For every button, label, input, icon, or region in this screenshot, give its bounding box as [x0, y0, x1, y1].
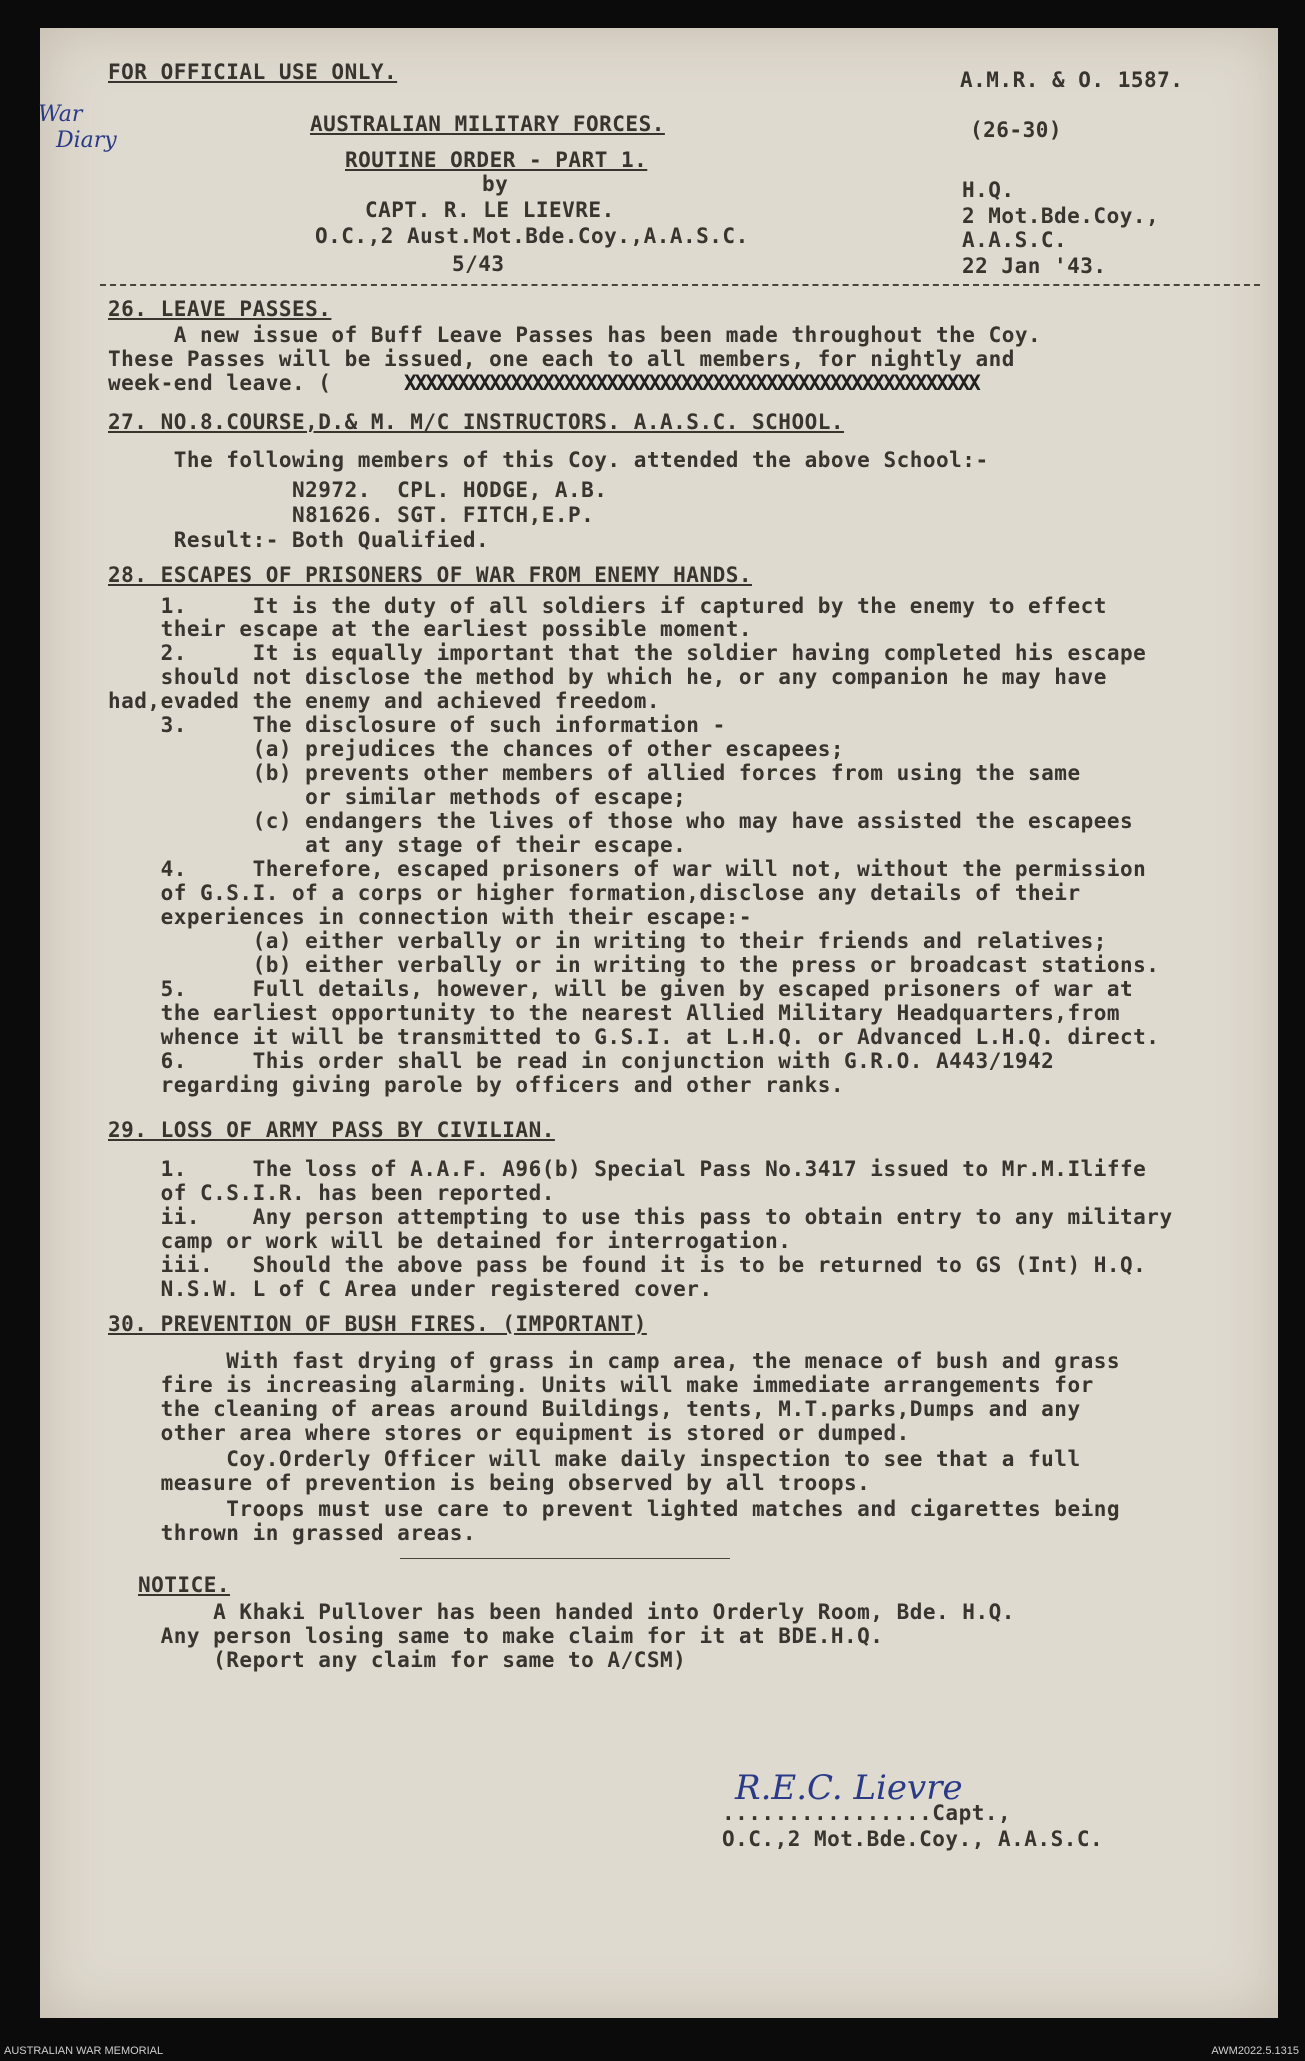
- hq-date: 22 Jan '43.: [962, 254, 1107, 278]
- classification-label: FOR OFFICIAL USE ONLY.: [108, 60, 398, 84]
- notice-line: A Khaki Pullover has been handed into Orderly Room, Bde. H.Q.: [108, 1600, 1015, 1624]
- section-26-line: week-end leave. (: [108, 371, 332, 395]
- handwritten-note-line2: Diary: [56, 128, 117, 153]
- footer-accession: AWM2022.5.1315: [1211, 2045, 1299, 2057]
- section-29-line: N.S.W. L of C Area under registered cover.: [108, 1277, 713, 1301]
- section-28-line: 6. This order shall be read in conjunction with G.R.O. A443/1942: [108, 1049, 1055, 1073]
- notice-heading: NOTICE.: [138, 1573, 231, 1597]
- section-26-strikeout: XXXXXXXXXXXXXXXXXXXXXXXXXXXXXXXXXXXXXXXXXXXXXXXXXXXXXX: [404, 371, 979, 395]
- section-29-line: of C.S.I.R. has been reported.: [108, 1181, 555, 1205]
- section-28-line: (a) prejudices the chances of other escapees;: [108, 737, 845, 761]
- notice-line: Any person losing same to make claim for it at BDE.H.Q.: [108, 1624, 884, 1648]
- hq-line-3: A.A.S.C.: [962, 228, 1068, 252]
- section-28-line: their escape at the earliest possible moment.: [108, 617, 753, 641]
- section-28-line: of G.S.I. of a corps or higher formation,disclose any details of their: [108, 881, 1081, 905]
- section-29-line: iii. Should the above pass be found it is to be returned to GS (Int) H.Q.: [108, 1253, 1147, 1277]
- handwritten-note-line1: War: [38, 102, 83, 127]
- by-label: by: [482, 172, 509, 196]
- section-30-line: Troops must use care to prevent lighted matches and cigarettes being: [108, 1497, 1121, 1521]
- reference-range: (26-30): [970, 118, 1063, 142]
- section-28-line: (b) either verbally or in writing to the press or broadcast stations.: [108, 953, 1160, 977]
- officer-name: CAPT. R. LE LIEVRE.: [365, 198, 615, 222]
- officer-title: O.C.,2 Aust.Mot.Bde.Coy.,A.A.S.C.: [315, 224, 749, 248]
- section-27-line: N81626. SGT. FITCH,E.P.: [108, 503, 595, 527]
- section-27-line: N2972. CPL. HODGE, A.B.: [108, 478, 608, 502]
- header-divider: [100, 284, 1260, 286]
- section-26-line: A new issue of Buff Leave Passes has been made throughout the Coy.: [108, 323, 1042, 347]
- order-title: ROUTINE ORDER - PART 1.: [345, 148, 648, 172]
- section-28-line: (c) endangers the lives of those who may have assisted the escapees: [108, 809, 1134, 833]
- section-27-line: The following members of this Coy. attended the above School:-: [108, 448, 989, 472]
- section-27-heading: 27. NO.8.COURSE,D.& M. M/C INSTRUCTORS. A.A.S.C. SCHOOL.: [108, 410, 845, 434]
- section-28-line: or similar methods of escape;: [108, 785, 687, 809]
- section-26-line: These Passes will be issued, one each to all members, for nightly and: [108, 347, 1015, 371]
- section-28-line: 4. Therefore, escaped prisoners of war will not, without the permission: [108, 857, 1147, 881]
- section-28-line: (b) prevents other members of allied forces from using the same: [108, 761, 1081, 785]
- section-30-line: the cleaning of areas around Buildings, tents, M.T.parks,Dumps and any: [108, 1397, 1081, 1421]
- section-28-heading: 28. ESCAPES OF PRISONERS OF WAR FROM ENEMY HANDS.: [108, 563, 753, 587]
- notice-line: (Report any claim for same to A/CSM): [108, 1648, 687, 1672]
- section-29-heading: 29. LOSS OF ARMY PASS BY CIVILIAN.: [108, 1118, 555, 1142]
- section-29-line: camp or work will be detained for interrogation.: [108, 1229, 792, 1253]
- hq-line-2: 2 Mot.Bde.Coy.,: [962, 204, 1160, 228]
- section-30-line: Coy.Orderly Officer will make daily inspection to see that a full: [108, 1447, 1081, 1471]
- section-28-line: should not disclose the method by which he, or any companion he may have: [108, 665, 1107, 689]
- section-28-line: whence it will be transmitted to G.S.I. at L.H.Q. or Advanced L.H.Q. direct.: [108, 1025, 1160, 1049]
- handwritten-signature: R.E.C. Lievre: [735, 1768, 963, 1808]
- section-28-line: had,evaded the enemy and achieved freedom.: [108, 689, 661, 713]
- section-30-line: thrown in grassed areas.: [108, 1521, 477, 1545]
- section-30-heading: 30. PREVENTION OF BUSH FIRES. (IMPORTANT): [108, 1312, 647, 1336]
- signature-dots-line: ................Capt.,: [722, 1801, 1012, 1825]
- section-30-line: With fast drying of grass in camp area, the menace of bush and grass: [108, 1349, 1121, 1373]
- section-28-line: 1. It is the duty of all soldiers if captured by the enemy to effect: [108, 594, 1107, 618]
- hq-line-1: H.Q.: [962, 178, 1015, 202]
- section-28-line: at any stage of their escape.: [108, 833, 687, 857]
- section-28-line: the earliest opportunity to the nearest Allied Military Headquarters,from: [108, 1001, 1121, 1025]
- section-26-heading: 26. LEAVE PASSES.: [108, 297, 332, 321]
- section-divider: [400, 1558, 730, 1559]
- section-30-line: fire is increasing alarming. Units will make immediate arrangements for: [108, 1373, 1094, 1397]
- section-27-line: Result:- Both Qualified.: [108, 528, 490, 552]
- section-28-line: experiences in connection with their escape:-: [108, 905, 753, 929]
- section-28-line: regarding giving parole by officers and other ranks.: [108, 1073, 845, 1097]
- organization-title: AUSTRALIAN MILITARY FORCES.: [310, 112, 665, 136]
- footer-source: AUSTRALIAN WAR MEMORIAL: [4, 2045, 164, 2057]
- section-30-line: measure of prevention is being observed by all troops.: [108, 1471, 871, 1495]
- section-29-line: 1. The loss of A.A.F. A96(b) Special Pass No.3417 issued to Mr.M.Iliffe: [108, 1157, 1147, 1181]
- section-28-line: 5. Full details, however, will be given by escaped prisoners of war at: [108, 977, 1134, 1001]
- section-28-line: (a) either verbally or in writing to their friends and relatives;: [108, 929, 1107, 953]
- section-28-line: 2. It is equally important that the soldier having completed his escape: [108, 641, 1147, 665]
- section-28-line: 3. The disclosure of such information -: [108, 713, 726, 737]
- reference-number: A.M.R. & O. 1587.: [960, 68, 1184, 92]
- signature-title: O.C.,2 Mot.Bde.Coy., A.A.S.C.: [722, 1827, 1104, 1851]
- section-29-line: ii. Any person attempting to use this pass to obtain entry to any military: [108, 1205, 1173, 1229]
- order-number: 5/43: [452, 252, 505, 276]
- section-30-line: other area where stores or equipment is stored or dumped.: [108, 1421, 910, 1445]
